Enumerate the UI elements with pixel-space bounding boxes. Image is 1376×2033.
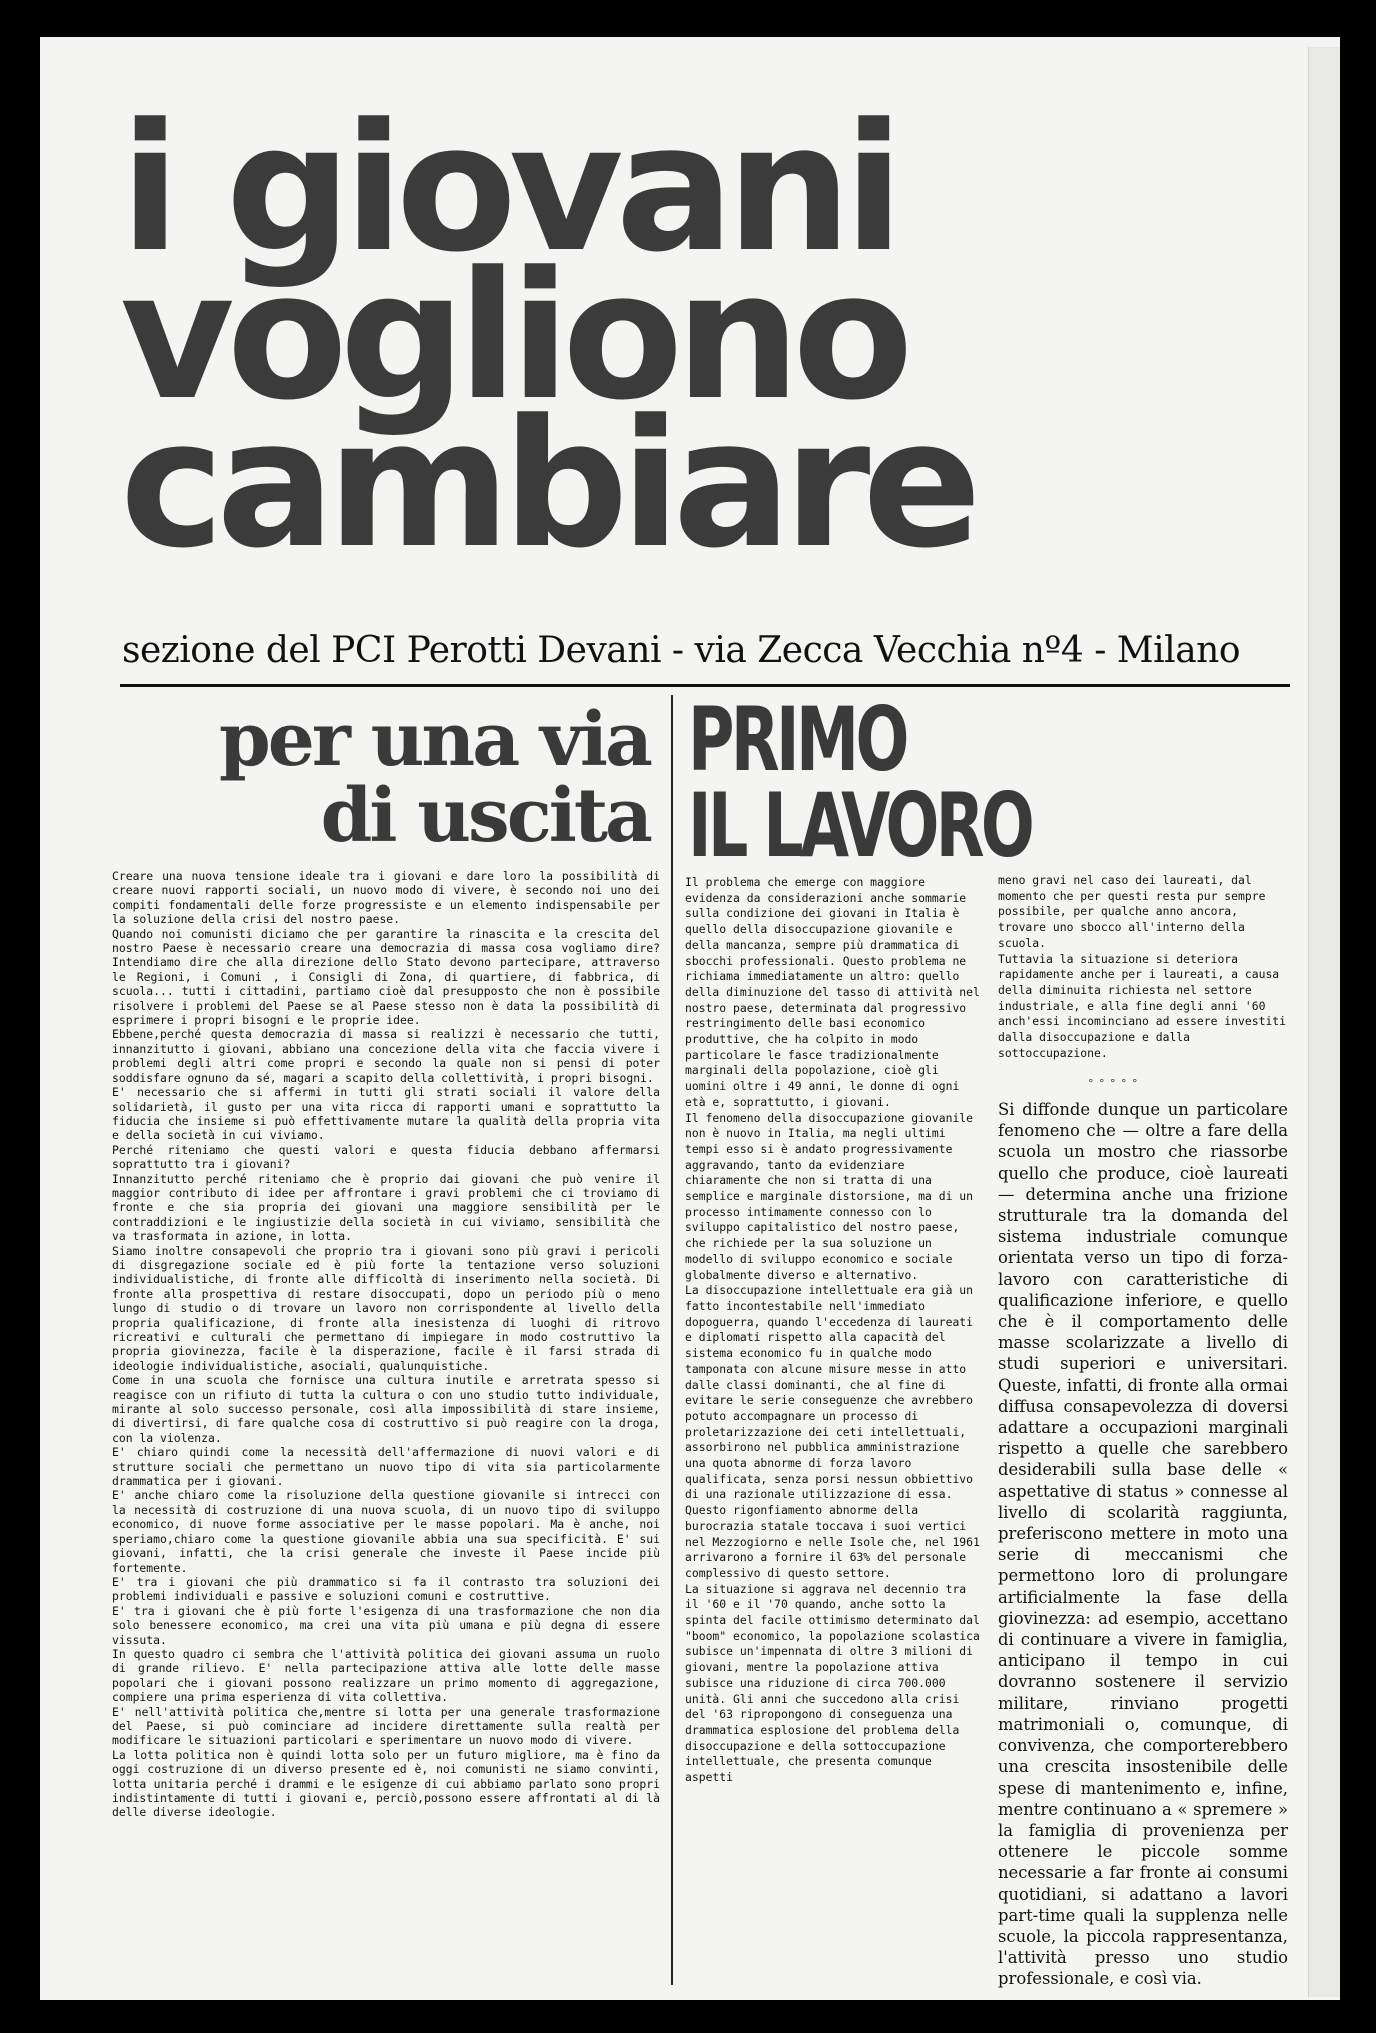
paragraph: Innanzitutto perché riteniamo che è proprio dai giovani che può venire il maggior contributo di idee per affrontare i gravi problemi che ci troviamo di fronte e che sia propria dei giovani una maggiore sensibilità per le contraddizioni e le ingiustizie della società in cui viviamo, sensibilità che va trasformata in azione, in lotta. [112, 1171, 660, 1244]
paragraph: E' tra i giovani che più drammatico si fa il contrasto tra soluzioni dei problemi individuali e passive e soluzioni comuni e costruttive. [112, 1574, 660, 1604]
paragraph: Perché riteniamo che questi valori e questa fiducia debbano affermarsi soprattutto tra i giovani? [112, 1142, 660, 1172]
left-article-headline [120, 697, 650, 859]
paragraph: Tuttavia la situazione si deteriora rapidamente anche per i laureati, a causa della diminuita richiesta nel settore industriale, e alla fine degli anni '60 anch'essi incominciano ad essere investiti dalla disoccupazione e dalla sottoccupazione. [998, 951, 1287, 1060]
paragraph: E' chiaro quindi come la necessità dell'affermazione di nuovi valori e di strutture sociali che permettano un nuovo tipo di vita sia particolarmente drammatica per i giovani. [112, 1445, 660, 1489]
section-subtitle: sezione del PCI Perotti Devani - via Zecca Vecchia nº4 - Milano [122, 630, 1241, 671]
masthead-line-3: cambiare [120, 382, 974, 587]
newspaper-page [40, 37, 1340, 2000]
paragraph: Creare una nuova tensione ideale tra i giovani e dare loro la possibilità di creare nuovi rapporti sociali, un nuovo modo di vivere, è secondo noi uno dei compiti fondamentali delle forze progressiste e un elemento indispensabile per la soluzione della crisi del nostro paese. [112, 869, 660, 927]
section-separator: ° ° ° ° ° [1088, 1077, 1139, 1090]
left-article-body [112, 869, 660, 1820]
page-edge-shadow [1308, 47, 1340, 1997]
paragraph: E' anche chiaro come la risoluzione della questione giovanile si intrecci con la necessità di costruzione di una nuova scuola, di un nuovo tipo di sviluppo economico, di nuove forme associative per le masse popolari. Ma è anche, noi speriamo,chiaro come la questione giovanile abbia una sua specificità. E' sui giovani, infatti, che la crisi generale che investe il Paese incide più fortemente. [112, 1488, 660, 1575]
right-article-column-2-top [998, 873, 1290, 1061]
masthead [120, 86, 1270, 587]
paragraph: Il problema che emerge con maggiore evidenza da considerazioni anche sommarie sulla condizione dei giovani in Italia è quello della disoccupazione giovanile e della mancanza, sempre più drammatica di sbocchi professionali. Questo problema ne richiama immediatamente un altro: quello della diminuzione del tasso di attività nel nostro paese, determinata dal progressivo restringimento delle basi economico produttive, che ha colpito in modo particolare le fasce tradizionalmente marginali della popolazione, cioè gli uomini oltre i 49 anni, le donne di ogni età e, soprattutto, i giovani. [685, 875, 980, 1109]
header-rule [120, 684, 1290, 687]
paragraph: In questo quadro ci sembra che l'attività politica dei giovani assuma un ruolo di grande rilievo. E' nella partecipazione attiva alle lotte delle masse popolari che i giovani possono realizzare un primo momento di aggregazione, compiere una prima esperienza di vita collettiva. [112, 1646, 660, 1705]
paragraph: Questo rigonfiamento abnorme della burocrazia statale toccava i suoi vertici nel Mezzogiorno e nelle Isole che, nel 1961 arrivarono a fornire il 63% del personale complessivo di questo settore. [685, 1503, 980, 1580]
right-headline-line-1: PRIMO [688, 688, 906, 791]
paragraph: La situazione si aggrava nel decennio tra il '60 e il '70 quando, anche sotto la spinta del facile ottimismo determinato dal "boom" economico, la popolazione scolastica subisce un'impennata di oltre 3 milioni di giovani, mentre la popolazione attiva subisce una riduzione di circa 700.000 unità. Gli anni che succedono alla crisi del '63 ripropongono di conseguenza una drammatica esplosione del problema della disoccupazione e della sottoccupazione intellettuale, che presenta comunque aspetti [685, 1581, 980, 1785]
paragraph: La lotta politica non è quindi lotta solo per un futuro migliore, ma è fino da oggi costruzione di un diverso presente ed è, noi comunisti ne siamo convinti, lotta unitaria perché i drammi e le esigenze di cui abbiamo parlato sono propri indistintamente di tutti i giovani e, perciò,possono essere affrontati al di là delle diverse ideologie. [112, 1747, 660, 1820]
paragraph: Il fenomeno della disoccupazione giovanile non è nuovo in Italia, ma negli ultimi tempi esso si è andato progressivamente aggravando, tanto da evidenziare chiaramente che non si tratta di una semplice e marginale distorsione, ma di un processo intimamente connesso con lo sviluppo capitalistico del nostro paese, che richiede per la sua soluzione un modello di sviluppo economico e sociale globalmente diverso e alternativo. [685, 1110, 974, 1282]
paragraph: Siamo inoltre consapevoli che proprio tra i giovani sono più gravi i pericoli di disgregazione sociale ed è più forte la tentazione verso soluzioni individualistiche, di fronte alle difficoltà di inserimento nella società. Di fronte alla prospettiva di restare disoccupati, dopo un periodo più o meno lungo di studio o di trovare un lavoro non corrispondente al livello della propria qualificazione, di fronte alla inesistenza di luoghi di ritrovo ricreativi e culturali che permettano di impiegare in modo costruttivo la propria giovinezza, facile è la disperazione, facile è il farsi strada di ideologie individualistiche, asociali, qualunquistiche. [112, 1243, 660, 1373]
left-headline-line-1: per una via [219, 697, 650, 783]
paragraph: Si diffonde dunque un particolare fenomeno che — oltre a fare della scuola un mostro che riassorbe quello che produce, cioè laureati — determina anche una frizione strutturale tra la domanda del sistema industriale comunque orientata verso un tipo di forza-lavoro con caratteristiche di qualificazione inferiore, e quello che è il comportamento delle masse scolarizzate a livello di studi superiori e universitari. Queste, infatti, di fronte alla ormai diffusa consapevolezza di doversi adattare a occupazioni marginali rispetto a quelle che sarebbero desiderabili sulla base delle « aspettative di status » connesse al livello di scolarità raggiunta, preferiscono mettere in moto una serie di meccanismi che permettono loro di prolungare artificialmente la fase della giovinezza: ad esempio, accettano di continuare a vivere in famiglia, anticipano il tempo in cui dovranno sostenere il servizio militare, rinviano progetti matrimoniali o, comunque, di convivenza, che comporterebbero una crescita insostenibile delle spese di mantenimento e, infine, mentre continuano a « spremere » la famiglia di provenienza per ottenere le piccole somme necessarie a far fronte ai consumi quotidiani, si adattano a lavori part-time quali la supplenza nelle scuole, la piccola rappresentanza, l'attività presso uno studio professionale, e così via. [998, 1100, 1288, 1989]
right-headline-line-2: IL LAVORO [688, 774, 1032, 877]
right-article-column-1 [685, 875, 985, 1786]
paragraph: meno gravi nel caso dei laureati, dal momento che per questi resta pur sempre possibile, per qualche anno ancora, trovare uno sbocco all'interno della scuola. [998, 873, 1266, 950]
masthead-line-1: i giovani [120, 86, 896, 291]
column-divider [671, 695, 673, 1985]
left-headline-line-2: di uscita [320, 773, 650, 859]
masthead-line-2: vogliono [120, 234, 906, 439]
paragraph: E' tra i giovani che è più forte l'esigenza di una trasformazione che non dia solo benessere economico, ma crei una vita più umana e più degna di essere vissuta. [112, 1603, 660, 1647]
paragraph: E' nell'attività politica che,mentre si lotta per una generale trasformazione del Paese, si può cominciare ad incidere direttamente sulla realtà per modificare le situazioni particolari e sperimentare un nuovo modo di vivere. [112, 1704, 660, 1748]
right-article-column-2-bottom [998, 1099, 1288, 1990]
paragraph: La disoccupazione intellettuale era già un fatto incontestabile nell'immediato dopoguerra, quando l'eccedenza di laureati e diplomati rispetto alla capacità del sistema economico fu in qualche modo tamponata con alcune misure messe in atto dalle classi dominanti, che al fine di evitare le serie conseguenze che avrebbero potuto accompagnare un processo di proletarizzazione dei ceti intellettuali, assorbirono nel pubblica amministrazione una quota abnorme di forza lavoro qualificata, senza porsi nessun obbiettivo di una razionale utilizzazione di essa. [685, 1283, 974, 1502]
paragraph: E' necessario che si affermi in tutti gli strati sociali il valore della solidarietà, il gusto per una vita ricca di rapporti umani e soprattutto la fiducia che insieme si può effettivamente mutare la qualità della propria vita e della società in cui viviamo. [112, 1085, 660, 1143]
paragraph: Come in una scuola che fornisce una cultura inutile e arretrata spesso si reagisce con un rifiuto di tutta la cultura o con uno studio tutto individuale, mirante al solo successo personale, così alla impossibilità di stare insieme, di divertirsi, di fare qualche cosa di costruttivo si può reagire con la droga, con la violenza. [112, 1373, 660, 1445]
paragraph: Ebbene,perché questa democrazia di massa si realizzi è necessario che tutti, innanzitutto i giovani, abbiano una concezione della vita che faccia vivere i problemi degli altri come propri e secondo la quale non si pensi di poter soddisfare ognuno da sé, magari a scapito della collettività, i propri bisogni. [112, 1027, 660, 1085]
right-article-headline [688, 688, 1062, 877]
paragraph: Quando noi comunisti diciamo che per garantire la rinascita e la crescita del nostro Paese è necessario creare una democrazia di massa cosa vogliamo dire? Intendiamo dire che alla direzione dello Stato devono partecipare, attraverso le Regioni, i Comuni , i Consigli di Zona, di quartiere, di fabbrica, di scuola... tutti i cittadini, partiamo cioè dal presupposto che non è possibile risolvere i problemi del Paese se al Paese stesso non è data la possibilità di esprimere i propri bisogni e le proprie idee. [112, 926, 660, 1028]
